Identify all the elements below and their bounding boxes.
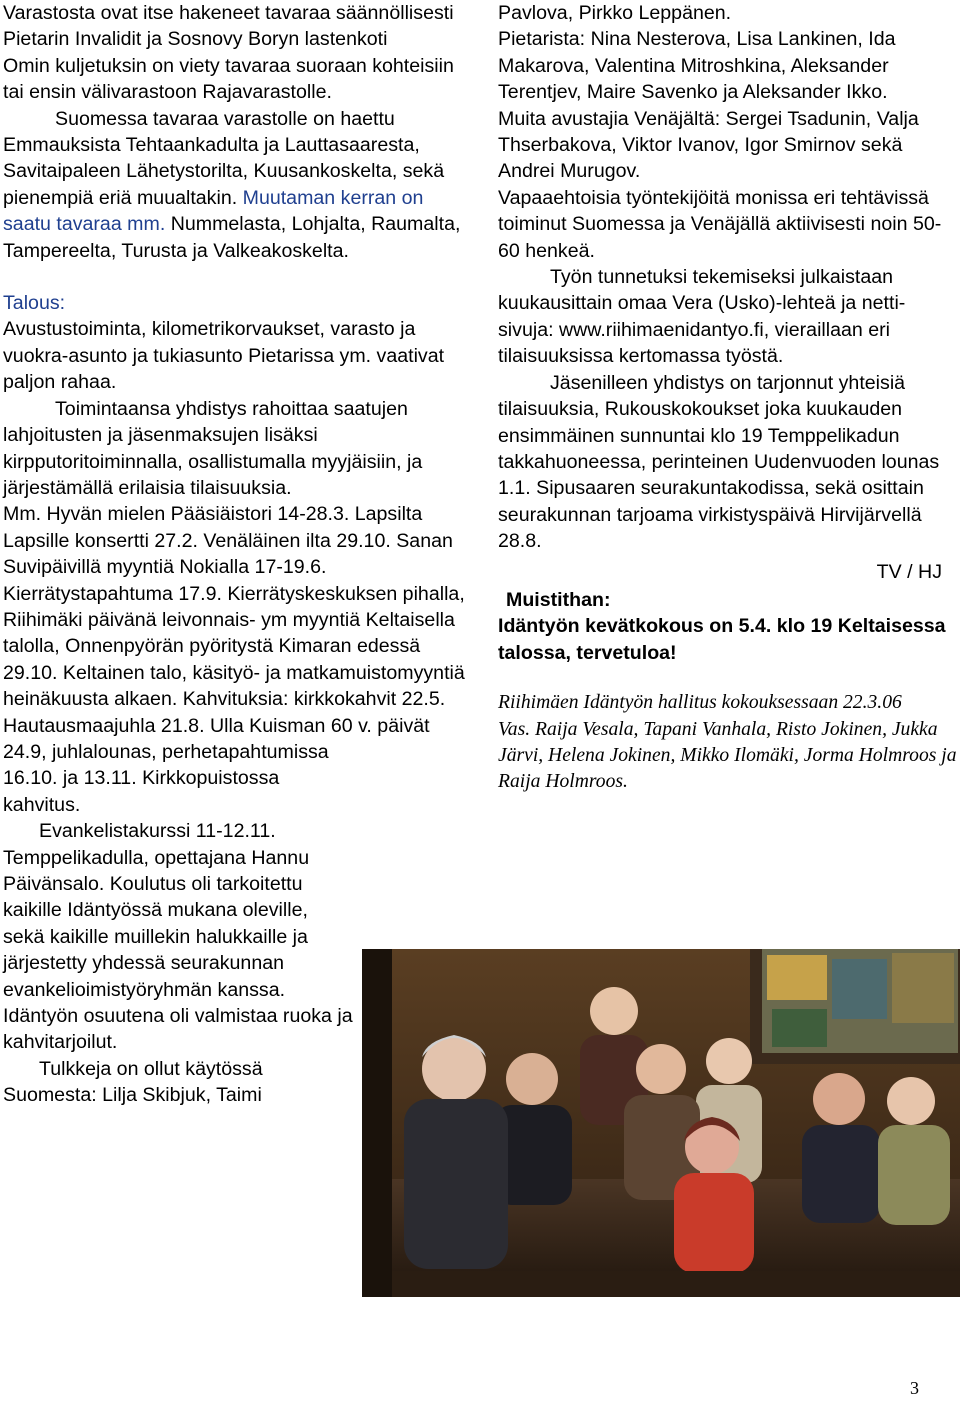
signature: TV / HJ <box>876 560 942 583</box>
events-continued: 16.10. ja 13.11. Kirkkopuistossa kahvitus. <box>3 767 280 816</box>
reminder-text: Idäntyön kevätkokous on 5.4. klo 19 Keltaisessa talossa, tervetuloa! <box>498 615 946 664</box>
collection-text: Suomessa tavaraa varastolle on haettu Emmauksista Tehtaankadulta ja Lauttasaaresta, Savitaipaleen Lähetystorilta, Kuusankoskelta, sekä pienempiä eriä muualtakin. <box>3 107 445 209</box>
narrow-column-block <box>3 765 353 1108</box>
events-paragraph: Mm. Hyvän mielen Pääsiäistori 14-28.3. Lapsilta Lapsille konsertti 27.2. Venäläinen ilta 29.10. Sanan Suvipäivillä myyntiä Nokialla 17-19.6. Kierrätystapahtuma 17.9. Kierrätyskeskuksen pihalla, Riihimäki päivänä leivonnais- ym myyntiä Keltaisella talolla, Onnenpyörän pyöritystä Kimaran edessä 29.10. Keltainen talo, käsityö- ja matkamuistomyyntiä heinäkuusta alkaen. Kahvituksia: kirkkokahvit 22.5. Hautausmaajuhla 21.8. Ulla Kuisman 60 v. päivät 24.9, juhlalounas, perhetapahtumissa <box>3 503 465 763</box>
transport-paragraph: Omin kuljetuksin on viety tavaraa suoraan kohteisiin tai ensin välivarastoon Rajavarastolle. <box>3 54 454 104</box>
evangelist-course-paragraph: Evankelistakurssi 11-12.11. Temppelikadulla, opettajana Hannu Päivänsalo. Koulutus oli tarkoitettu kaikille Idäntyössä mukana oleville, sekä kaikille muillekin halukkaille ja järjestetty yhdessä seurakunnan evankelioimistyöryhmän kanssa. Idäntyön osuutena oli valmistaa ruoka ja kahvitarjoilut. <box>3 820 353 1054</box>
funding-paragraph: Toimintaansa yhdistys rahoittaa saatujen lahjoitusten ja jäsenmaksujen lisäksi kirpputoritoiminnalla, osallistumalla myyjäisiin, ja järjestämällä erilaisia tilaisuuksia. <box>3 397 423 499</box>
talous-heading: Talous: <box>3 292 66 315</box>
talous-paragraph: Avustustoiminta, kilometrikorvaukset, varasto ja vuokra-asunto ja tukiasunto Pietarissa ym. vaativat paljon rahaa. <box>3 318 445 394</box>
left-column <box>3 0 469 1109</box>
volunteers-paragraph: Vapaaehtoisia työntekijöitä monissa eri tehtävissä toiminut Suomessa ja Venäjällä aktiivisesti noin 50-60 henkeä. <box>498 186 942 262</box>
page-number: 3 <box>910 1378 919 1398</box>
st-petersburg-helpers: Pietarista: Nina Nesterova, Lisa Lankinen, Ida Makarova, Valentina Mitroshkina, Aleksander Terentjev, Maire Savenko ja Aleksander Ikko. <box>498 28 896 104</box>
member-events-paragraph: Jäsenilleen yhdistys on tarjonnut yhteisiä tilaisuuksia, Rukouskokoukset joka kuukauden ensimmäinen sunnuntai klo 19 Temppelikadun takkahuoneessa, perinteinen Uudenvuoden lounas 1.1. Sipusaaren seurakuntakodissa, sekä osittain seurakunnan tarjoama virkistyspäivä Hirvijärvellä 28.8. <box>498 371 940 553</box>
other-russian-helpers: Muita avustajia Venäjältä: Sergei Tsadunin, Valja Thserbakova, Viktor Ivanov, Igor Smirnov sekä Andrei Murugov. <box>498 107 919 183</box>
reminder-heading: Muistithan: <box>506 588 611 611</box>
warehouse-paragraph: Varastosta ovat itse hakeneet tavaraa säännöllisesti Pietarin Invalidit ja Sosnovy Boryn lastenkoti <box>3 2 454 51</box>
interpreters-continued: Pavlova, Pirkko Leppänen. <box>498 2 732 24</box>
spacer <box>3 264 469 290</box>
collection-places: Nummelasta, Lohjalta, Raumalta, Tampereelta, Turusta ja Valkeakoskelta. <box>3 213 461 262</box>
group-photo <box>362 949 960 1297</box>
photo-caption-names: Vas. Raija Vesala, Tapani Vanhala, Risto Jokinen, Jukka Järvi, Helena Jokinen, Mikko Ilomäki, Jorma Holmroos ja Raija Holmroos. <box>498 718 957 793</box>
publicity-paragraph: Työn tunnetuksi tekemiseksi julkaistaan kuukausittain omaa Vera (Usko)-lehteä ja netti-sivuja: www.riihimaenidantyo.fi, vieraillaan eri tilaisuuksissa kertomassa työstä. <box>498 266 906 368</box>
collection-text-extra: Muutaman kerran on saatu tavaraa mm. <box>3 186 424 236</box>
collection-paragraph <box>3 106 469 264</box>
photo-caption-title: Riihimäen Idäntyön hallitus kokouksessaan 22.3.06 <box>498 692 902 714</box>
interpreters-paragraph: Tulkkeja on ollut käytössä Suomesta: Lilja Skibjuk, Taimi <box>3 1057 263 1107</box>
right-column <box>498 0 958 796</box>
